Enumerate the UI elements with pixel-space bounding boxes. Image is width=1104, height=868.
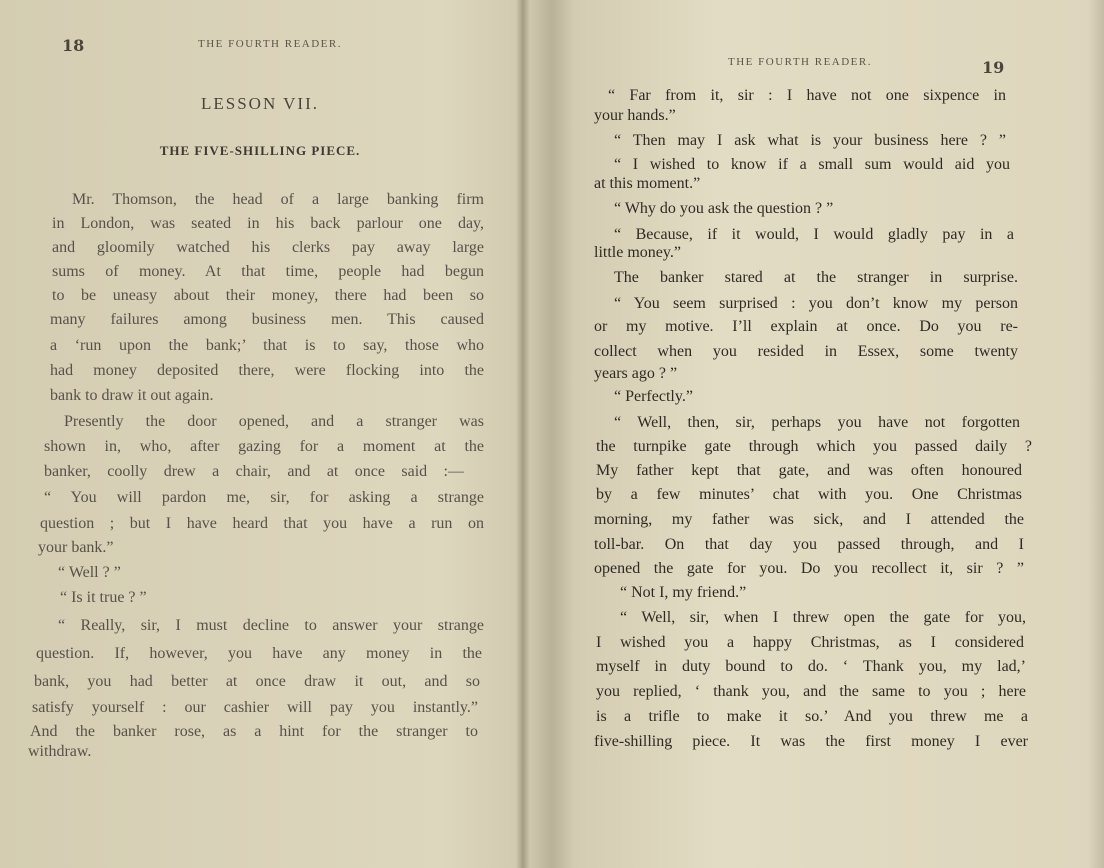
lesson-subtitle: THE FIVE-SHILLING PIECE. <box>159 143 361 158</box>
page-number-left: 18 <box>62 36 85 55</box>
text-line: toll-bar. On that day you passed through, and I <box>594 536 1024 553</box>
text-line: years ago ? ” <box>594 365 678 382</box>
text-line: is a trifle to make it so.’ And you threw me a <box>596 708 1028 725</box>
text-line: “ Not I, my friend.” <box>620 584 747 601</box>
text-line: question. If, however, you have any money in the <box>36 645 482 662</box>
text-line: And the banker rose, as a hint for the stranger to <box>30 723 478 740</box>
text-line: “ Far from it, sir : I have not one sixpence in <box>608 87 1006 104</box>
left-page <box>0 0 520 868</box>
text-line: morning, my father was sick, and I attended the <box>594 511 1024 528</box>
text-line: question ; but I have heard that you have a run on <box>40 515 484 532</box>
text-line: “ You will pardon me, sir, for asking a strange <box>44 489 484 506</box>
page-number-right: 19 <box>982 58 1005 77</box>
running-head-left: THE FOURTH READER. <box>198 38 342 50</box>
text-line: at this moment.” <box>594 175 701 192</box>
text-line: you replied, ‘ thank you, and the same to you ; here <box>596 683 1026 700</box>
text-line: “ Perfectly.” <box>614 388 693 405</box>
text-line: satisfy yourself : our cashier will pay you instantly.” <box>32 699 478 716</box>
running-head-right: THE FOURTH READER. <box>728 56 872 68</box>
text-line: or my motive. I’ll explain at once. Do you re- <box>594 318 1018 335</box>
text-line: myself in duty bound to do. ‘ Thank you, my lad,’ <box>596 658 1026 675</box>
text-line: little money.” <box>594 244 681 261</box>
text-line: “ Is it true ? ” <box>60 589 147 606</box>
text-line: by a few minutes’ chat with you. One Christmas <box>596 486 1022 503</box>
text-line: bank to draw it out again. <box>50 387 214 404</box>
text-line: “ Because, if it would, I would gladly pay in a <box>614 226 1014 243</box>
text-line: Presently the door opened, and a stranger was <box>64 413 484 430</box>
text-line: five-shilling piece. It was the first money I ever <box>594 733 1028 750</box>
text-line: “ Well ? ” <box>58 564 121 581</box>
text-line: to be uneasy about their money, there had been so <box>52 287 484 304</box>
text-line: the turnpike gate through which you passed daily ? <box>596 438 1032 455</box>
text-line: “ You seem surprised : you don’t know my person <box>614 295 1018 312</box>
text-line: “ Really, sir, I must decline to answer your strange <box>58 617 484 634</box>
text-line: The banker stared at the stranger in surprise. <box>614 269 1018 286</box>
lesson-title: LESSON VII. <box>200 94 320 113</box>
text-line: I wished you a happy Christmas, as I considered <box>596 634 1024 651</box>
right-page <box>528 0 1104 868</box>
text-line: had money deposited there, were flocking into the <box>50 362 484 379</box>
text-line: a ‘run upon the bank;’ that is to say, those who <box>50 337 484 354</box>
text-line: in London, was seated in his back parlour one day, <box>52 215 484 232</box>
text-line: your bank.” <box>38 539 114 556</box>
text-line: “ Well, then, sir, perhaps you have not forgotten <box>614 414 1020 431</box>
text-line: opened the gate for you. Do you recollect it, sir ? ” <box>594 560 1024 577</box>
text-line: sums of money. At that time, people had begun <box>52 263 484 280</box>
text-line: “ Well, sir, when I threw open the gate for you, <box>620 609 1026 626</box>
text-line: and gloomily watched his clerks pay away large <box>52 239 484 256</box>
text-line: many failures among business men. This caused <box>50 311 484 328</box>
text-line: collect when you resided in Essex, some twenty <box>594 343 1018 360</box>
text-line: withdraw. <box>28 743 92 760</box>
text-line: “ Then may I ask what is your business here ? ” <box>614 132 1006 149</box>
text-line: your hands.” <box>594 107 676 124</box>
text-line: Mr. Thomson, the head of a large banking firm <box>72 191 484 208</box>
text-line: banker, coolly drew a chair, and at once said :— <box>44 463 464 480</box>
text-line: bank, you had better at once draw it out, and so <box>34 673 480 690</box>
text-line: “ Why do you ask the question ? ” <box>614 200 834 217</box>
text-line: shown in, who, after gazing for a moment at the <box>44 438 484 455</box>
text-line: “ I wished to know if a small sum would aid you <box>614 156 1010 173</box>
text-line: My father kept that gate, and was often honoured <box>596 462 1022 479</box>
